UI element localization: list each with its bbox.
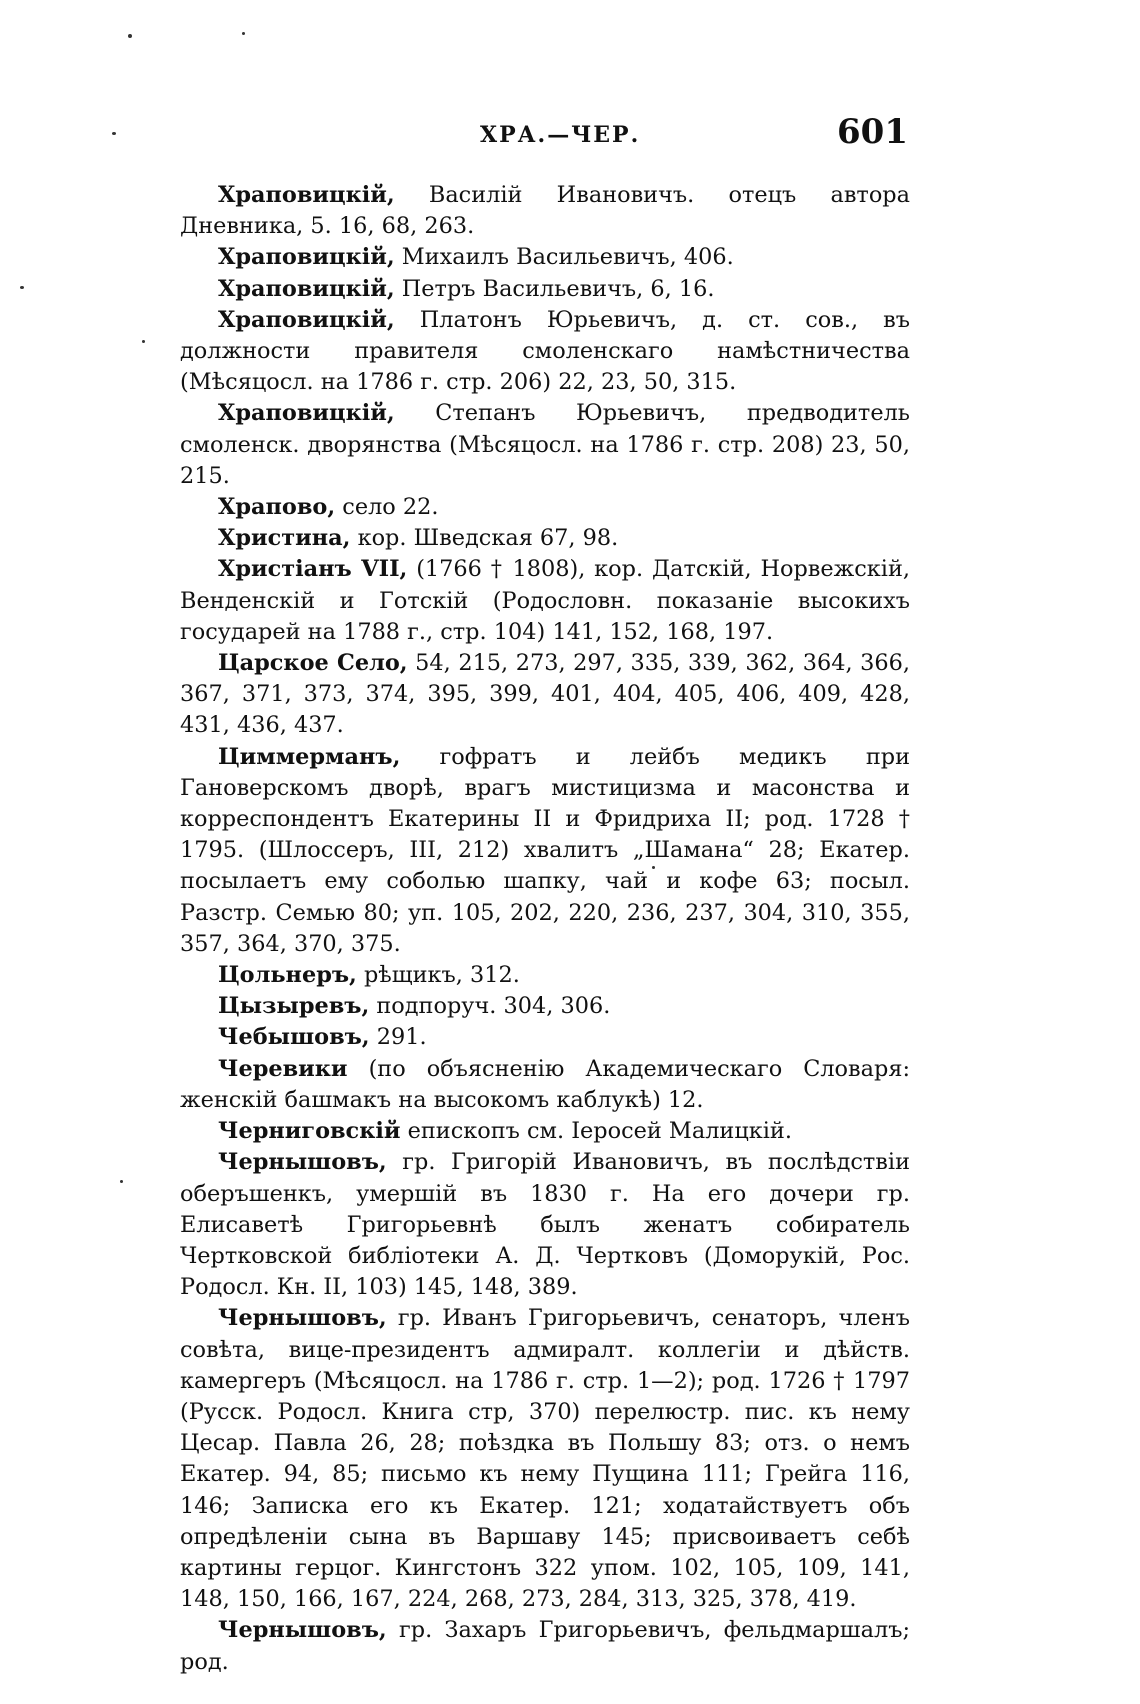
entry-text: гр. Григорій Ивановичъ, въ послѣдствіи оберъшенкъ, умершій въ 1830 г. На его дочери гр. Елисаветѣ Григорьевнѣ былъ женатъ собиратель Чертковской библіотеки А. Д. Чертковъ (Доморукій, Рос. Родосл. Кн. II, 103) 145, 148, 389. [180, 1149, 910, 1301]
index-entry [180, 960, 910, 991]
scan-speck [20, 286, 24, 289]
index-entry [180, 274, 910, 305]
index-entry [180, 648, 910, 742]
entry-headword: Христина, [218, 525, 351, 552]
entry-headword: Цызыревъ, [218, 993, 370, 1020]
entry-text: гр. Иванъ Григорьевичъ, сенаторъ, членъ совѣта, вице-президентъ адмиралт. коллегіи и дѣйств. камергеръ (Мѣсяцосл. на 1786 г. стр. 1—2); род. 1726 † 1797 (Русск. Родосл. Книга стр, 370) перелюстр. пис. къ нему Цесар. Павла 26, 28; поѣздка въ Польшу 83; отз. о немъ Екатер. 94, 85; письмо къ нему Пущина 111; Грейга 116, 146; Записка его къ Екатер. 121; ходатайствуетъ объ опредѣленіи сына въ Варшаву 145; присвоиваетъ себѣ картины герцог. Кингстонъ 322 упом. 102, 105, 109, 141, 148, 150, 166, 167, 224, 268, 273, 284, 313, 325, 378, 419. [180, 1305, 910, 1613]
entry-headword: Черниговскій [218, 1118, 401, 1145]
index-entry [180, 1615, 910, 1677]
entry-headword: Царское Село, [218, 650, 408, 677]
entry-headword: Циммерманъ, [218, 743, 401, 770]
page-header [180, 112, 920, 162]
index-entry [180, 1147, 910, 1303]
entry-text: (по объясненію Академическаго Словаря: женскій башмакъ на высокомъ каблукѣ) 12. [180, 1055, 910, 1113]
running-head: ХРА.—ЧЕР. [480, 122, 641, 148]
index-entry [180, 305, 910, 399]
index-entry [180, 492, 910, 523]
entry-text: гофратъ и лейбъ медикъ при Гановерскомъ дворѣ, врагъ мистицизма и масонства и корреспондентъ Екатерины II и Фридриха II; род. 1728 † 1795. (Шлоссеръ, III, 212) хвалитъ „Шамана“ 28; Екатер. посылаетъ ему соболью шапку, чай и кофе 63; посыл. Разстр. Семью 80; уп. 105, 202, 220, 236, 237, 304, 310, 355, 357, 364, 370, 375. [180, 743, 910, 957]
entry-text: село 22. [335, 494, 439, 521]
entry-headword: Храповицкій, [218, 400, 395, 427]
entry-text: Василій Ивановичъ. отецъ автора Дневника, 5. 16, 68, 263. [180, 182, 910, 240]
index-entry [180, 991, 910, 1022]
entry-headword: Храповицкій, [218, 244, 395, 271]
index-entry [180, 554, 910, 648]
index-entry [180, 742, 910, 960]
entry-headword: Христіанъ VII, [218, 556, 408, 583]
entry-text: 54, 215, 273, 297, 335, 339, 362, 364, 366, 367, 371, 373, 374, 395, 399, 401, 404, 405, 406, 409, 428, 431, 436, 437. [180, 650, 911, 739]
scan-speck [142, 340, 145, 343]
index-entry [180, 180, 910, 242]
index-body [180, 180, 910, 1678]
index-entry [180, 1303, 910, 1615]
entry-text: Михаилъ Васильевичъ, 406. [394, 244, 734, 271]
index-entry [180, 1022, 910, 1053]
entry-headword: Храповицкій, [218, 275, 395, 302]
entry-headword: Чернышовъ, [218, 1149, 387, 1176]
entry-headword: Чернышовъ, [218, 1617, 387, 1644]
entry-text: рѣщикъ, 312. [356, 962, 520, 989]
scan-speck [242, 32, 245, 35]
entry-text: подпоруч. 304, 306. [369, 993, 611, 1020]
entry-headword: Храпово, [218, 494, 336, 521]
entry-headword: Чернышовъ, [218, 1305, 387, 1332]
entry-text: 291. [369, 1024, 427, 1051]
entry-headword: Черевики [218, 1055, 348, 1082]
scan-speck [112, 132, 116, 135]
scan-speck [128, 34, 132, 38]
entry-text: епископъ см. Іеросей Малицкій. [400, 1118, 792, 1145]
entry-text: Платонъ Юрьевичъ, д. ст. сов., въ должности правителя смоленскаго намѣстничества (Мѣсяцосл. на 1786 г. стр. 206) 22, 23, 50, 315. [180, 306, 910, 396]
entry-headword: Храповицкій, [218, 306, 395, 333]
scan-speck [120, 1180, 123, 1183]
entry-headword: Цольнеръ, [218, 962, 357, 989]
entry-text: гр. Захаръ Григорьевичъ, фельдмаршалъ; род. [180, 1617, 910, 1675]
entry-text: кор. Шведская 67, 98. [350, 525, 619, 552]
entry-headword: Храповицкій, [218, 182, 395, 208]
page-number: 601 [837, 112, 908, 152]
entry-text: Степанъ Юрьевичъ, предводитель смоленск. дворянства (Мѣсяцосл. на 1786 г. стр. 208) 23, 50, 215. [180, 400, 910, 489]
index-entry [180, 1116, 910, 1147]
index-entry [180, 1054, 910, 1116]
index-entry [180, 523, 910, 554]
entry-text: (1766 † 1808), кор. Датскій, Норвежскій, Венденскій и Готскій (Родословн. показаніе высокихъ государей на 1788 г., стр. 104) 141, 152, 168, 197. [180, 556, 910, 645]
entry-text: Петръ Васильевичъ, 6, 16. [394, 275, 715, 302]
index-entry [180, 242, 910, 273]
index-entry [180, 398, 910, 492]
entry-headword: Чебышовъ, [218, 1024, 370, 1051]
